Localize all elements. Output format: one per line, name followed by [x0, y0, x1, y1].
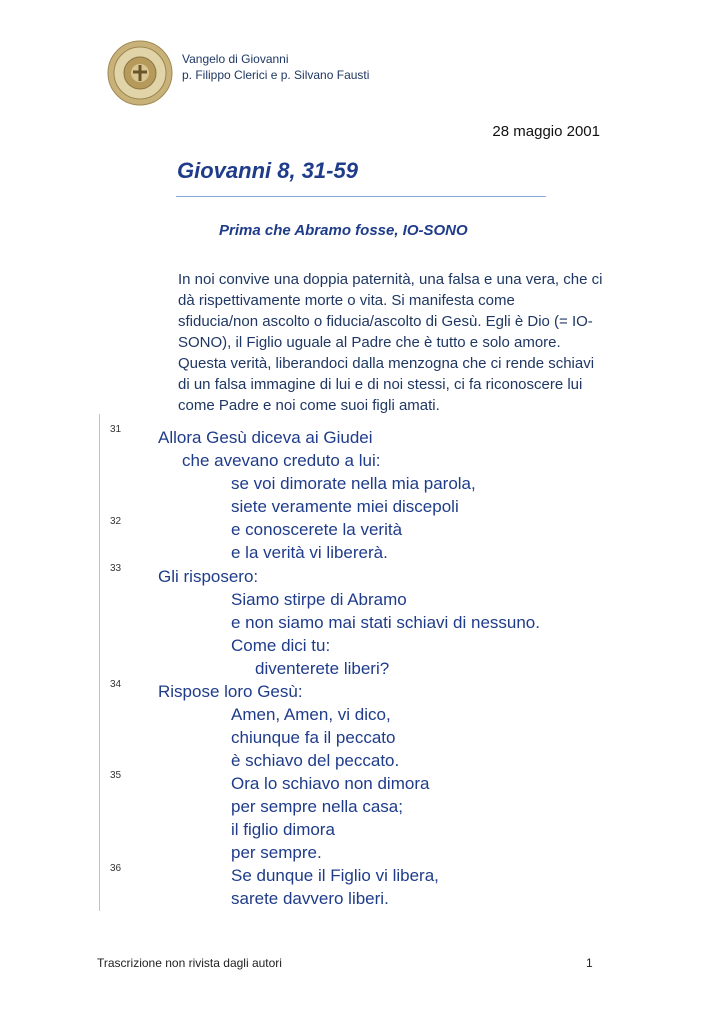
gospel-line: diventerete liberi? [255, 659, 390, 678]
summary-line: Questa verità, liberandoci dalla menzogna che ci rende schiavi [178, 355, 595, 372]
summary-line: dà rispettivamente morte o vita. Si manifesta come [178, 292, 515, 309]
summary-paragraph [178, 269, 638, 416]
page-title: Giovanni 8, 31-59 [177, 158, 358, 183]
gospel-line: il figlio dimora [231, 820, 335, 839]
gospel-line: Gli risposero: [158, 567, 259, 586]
summary-line: come Padre e noi come suoi figli amati. [178, 397, 440, 414]
title-underline [176, 196, 546, 197]
gospel-line: Rispose loro Gesù: [158, 682, 303, 701]
gospel-line: Amen, Amen, vi dico, [231, 705, 391, 724]
verse-number: 34 [110, 679, 122, 690]
gospel-line: per sempre nella casa; [231, 797, 403, 816]
lecture-date: 28 maggio 2001 [492, 123, 600, 140]
verse-margin-rule [99, 414, 100, 911]
gospel-line: Siamo stirpe di Abramo [231, 590, 407, 609]
gospel-line: Come dici tu: [231, 636, 331, 655]
verse-number: 31 [110, 424, 122, 435]
gospel-line: se voi dimorate nella mia parola, [231, 474, 476, 493]
header-series: Vangelo di Giovanni [182, 52, 289, 66]
summary-line: sfiducia/non ascolto o fiducia/ascolto di Gesù. Egli è Dio (= IO- [178, 313, 593, 330]
page-subtitle: Prima che Abramo fosse, IO-SONO [219, 222, 468, 239]
gospel-line: sarete davvero liberi. [231, 889, 389, 908]
gospel-line: siete veramente miei discepoli [231, 497, 459, 516]
gospel-line: e conoscerete la verità [231, 520, 403, 539]
header-authors: p. Filippo Clerici e p. Silvano Fausti [182, 68, 370, 82]
gospel-line: Ora lo schiavo non dimora [231, 774, 430, 793]
summary-line: di un falsa immagine di lui e di noi stessi, ci fa riconoscere lui [178, 376, 583, 393]
gospel-line: è schiavo del peccato. [231, 751, 400, 770]
seal-logo [107, 40, 173, 106]
gospel-line: Se dunque il Figlio vi libera, [231, 866, 439, 885]
verse-number: 32 [110, 516, 122, 527]
summary-line: SONO), il Figlio uguale al Padre che è tutto e solo amore. [178, 334, 561, 351]
gospel-line: Allora Gesù diceva ai Giudei [158, 428, 373, 447]
footer-note: Trascrizione non rivista dagli autori [97, 956, 282, 970]
document-header [182, 51, 369, 83]
verse-number: 33 [110, 563, 122, 574]
verse-number: 35 [110, 770, 122, 781]
gospel-line: e non siamo mai stati schiavi di nessuno. [231, 613, 540, 632]
page-number: 1 [586, 956, 593, 970]
summary-line: In noi convive una doppia paternità, una falsa e una vera, che ci [178, 271, 603, 288]
gospel-line: che avevano creduto a lui: [182, 451, 381, 470]
gospel-line: chiunque fa il peccato [231, 728, 396, 747]
gospel-line: e la verità vi libererà. [231, 543, 388, 562]
verse-number: 36 [110, 863, 122, 874]
gospel-line: per sempre. [231, 843, 322, 862]
